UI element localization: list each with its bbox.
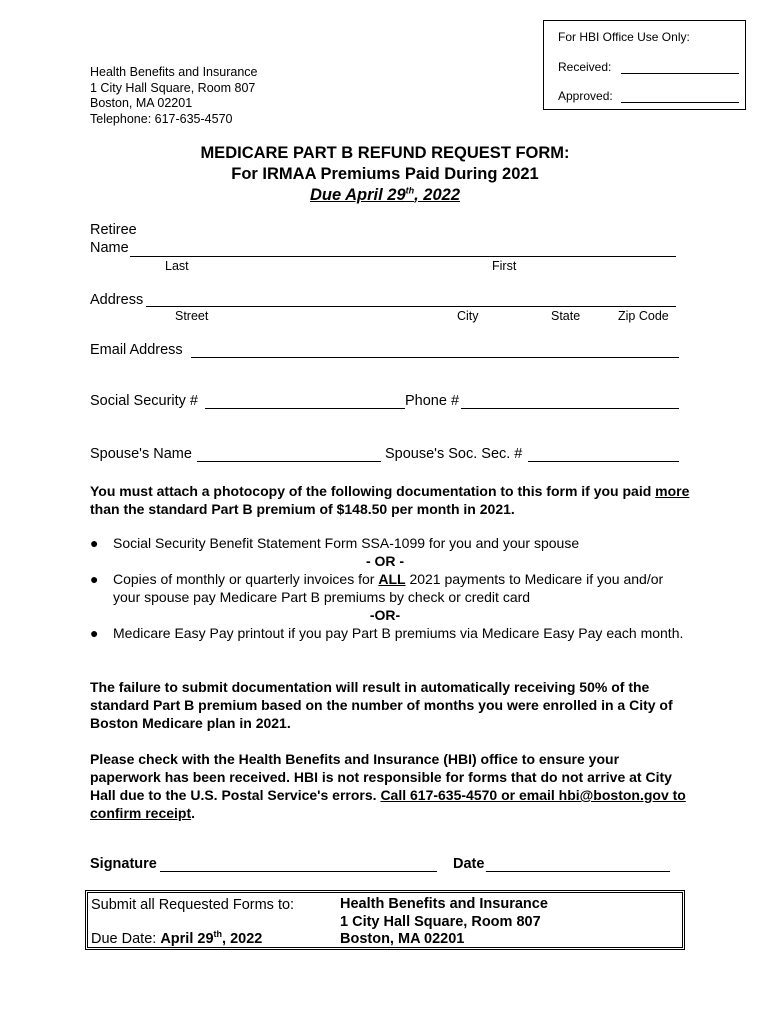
approved-field[interactable]: Approved: xyxy=(558,89,613,103)
list-item: ● Copies of monthly or quarterly invoices for ALL 2021 payments to Medicare if you and/or your spouse pay Medicare Part B premiums by check or credit card xyxy=(90,571,664,605)
or-separator: -OR- xyxy=(369,607,401,623)
list-item: ● Medicare Easy Pay printout if you pay Part B premiums via Medicare Easy Pay each month. xyxy=(90,625,684,641)
signature-input[interactable] xyxy=(160,871,437,872)
first-caption: First xyxy=(492,259,517,273)
due-date-heading: Due April 29th, 2022 xyxy=(309,185,461,204)
ssn-input[interactable] xyxy=(205,408,405,409)
name-label: Name xyxy=(90,240,129,256)
submit-label: Submit all Requested Forms to: xyxy=(91,897,295,913)
failure-notice: The failure to submit documentation will result in automatically receiving 50% of the standard Part B premium based on the number of months you were enrolled in a City of Boston Medicare plan in 2021. xyxy=(90,679,673,731)
office-address: Health Benefits and Insurance 1 City Hall Square, Room 807 Boston, MA 02201 Telephone: 617-635-4570 xyxy=(90,65,258,126)
last-caption: Last xyxy=(165,259,189,273)
confirm-receipt-link[interactable]: Call 617-635-4570 or email hbi@boston.gov to confirm receipt xyxy=(90,787,686,821)
street-caption: Street xyxy=(175,309,209,323)
list-item: ● Social Security Benefit Statement Form SSA-1099 for you and your spouse xyxy=(90,535,580,551)
zip-caption: Zip Code xyxy=(618,309,669,323)
spouse-ssn-label: Spouse's Soc. Sec. # xyxy=(385,446,523,462)
date-label: Date xyxy=(453,856,485,872)
city-caption: City xyxy=(457,309,479,323)
office-use-box xyxy=(543,20,746,110)
bullet-icon: ● xyxy=(90,535,99,551)
spouse-ssn-input[interactable] xyxy=(528,461,679,462)
phone-input[interactable] xyxy=(461,408,679,409)
form-title: MEDICARE PART B REFUND REQUEST FORM: xyxy=(200,144,570,162)
retiree-label: Retiree xyxy=(90,222,137,238)
footer-due-date: Due Date: April 29th, 2022 xyxy=(91,929,263,947)
email-label: Email Address xyxy=(90,342,183,358)
received-field[interactable]: Received: xyxy=(558,60,611,74)
documentation-intro: You must attach a photocopy of the following documentation to this form if you paid more than the standard Part B premium of $148.50 per month in 2021. xyxy=(90,483,690,517)
ssn-label: Social Security # xyxy=(90,393,198,409)
bullet-icon: ● xyxy=(90,625,99,641)
address-input[interactable] xyxy=(146,306,676,307)
bullet-icon: ● xyxy=(90,571,99,587)
date-input[interactable] xyxy=(486,871,670,872)
office-use-title: For HBI Office Use Only: xyxy=(558,30,690,44)
signature-label: Signature xyxy=(90,856,157,872)
spouse-name-label: Spouse's Name xyxy=(90,446,192,462)
form-subtitle: For IRMAA Premiums Paid During 2021 xyxy=(231,165,539,183)
phone-label: Phone # xyxy=(405,393,460,409)
spouse-name-input[interactable] xyxy=(197,461,381,462)
submit-address: Health Benefits and Insurance 1 City Hall Square, Room 807 Boston, MA 02201 xyxy=(340,896,548,947)
retiree-name-input[interactable] xyxy=(130,256,676,257)
or-separator: - OR - xyxy=(365,553,405,569)
email-input[interactable] xyxy=(191,357,679,358)
state-caption: State xyxy=(551,309,581,323)
address-label: Address xyxy=(90,292,144,308)
check-notice: Please check with the Health Benefits and Insurance (HBI) office to ensure your paperwork has been received. HBI is not responsible for forms that do not arrive at City Hall due to the U.S. Postal Service's errors. Call 617-635-4570 or email hbi@boston.gov to confirm receipt. xyxy=(90,751,686,821)
